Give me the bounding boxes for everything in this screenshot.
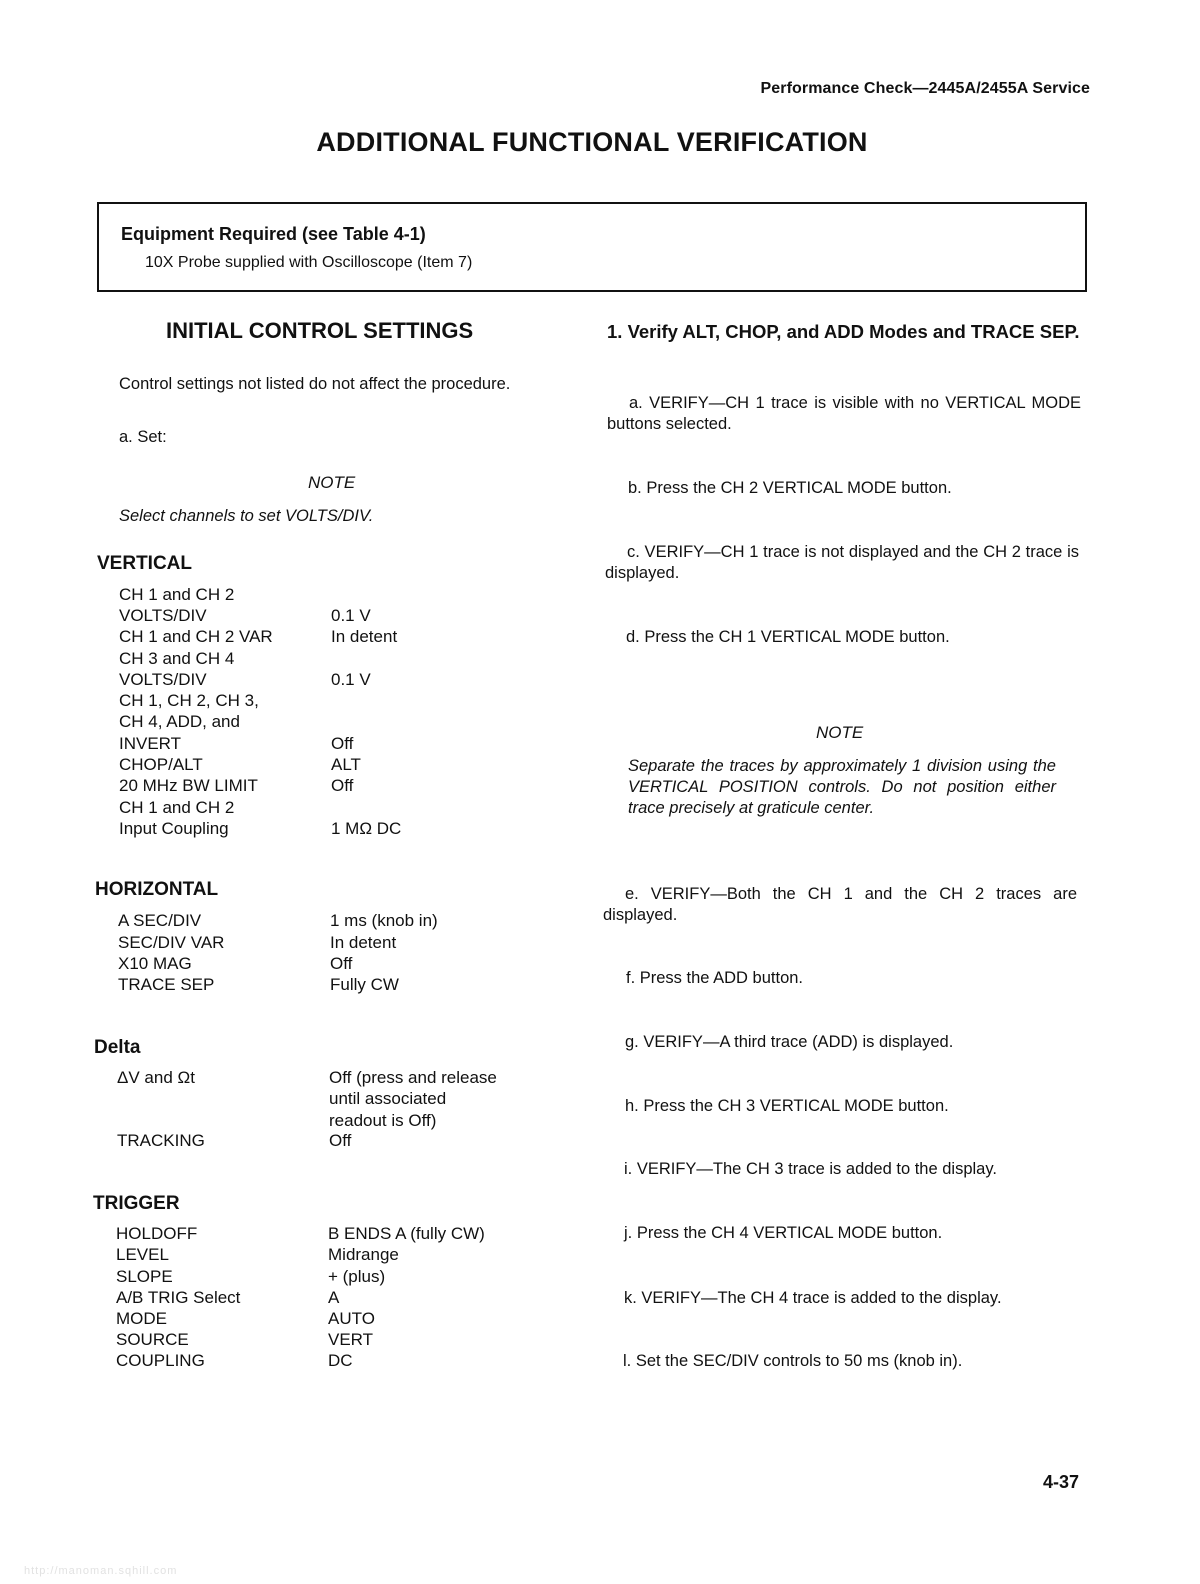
setting-label: CH 1 and CH 2 VOLTS/DIV bbox=[119, 585, 235, 626]
initial-settings-title: INITIAL CONTROL SETTINGS bbox=[166, 318, 474, 343]
delta-heading: Delta bbox=[94, 1037, 141, 1058]
setting-value: Fully CW bbox=[330, 975, 399, 994]
procedure-step: d. Press the CH 1 VERTICAL MODE button. bbox=[626, 628, 950, 646]
setting-value: B ENDS A (fully CW) bbox=[328, 1224, 485, 1243]
setting-label: 20 MHz BW LIMIT bbox=[119, 776, 258, 795]
procedure-note-text: Separate the traces by approximately 1 division using the VERTICAL POSITION controls. Do not position either trace precisely at graticule center. bbox=[628, 757, 1056, 817]
watermark: http://manoman.sqhill.com bbox=[24, 1565, 178, 1577]
setting-label: A/B TRIG Select bbox=[116, 1288, 241, 1307]
setting-value: VERT bbox=[328, 1330, 374, 1349]
procedure-heading: 1. Verify ALT, CHOP, and ADD Modes and TRACE SEP. bbox=[607, 321, 1080, 342]
procedure-step: h. Press the CH 3 VERTICAL MODE button. bbox=[625, 1097, 949, 1115]
setting-label: SOURCE bbox=[116, 1330, 189, 1349]
setting-label: HOLDOFF bbox=[116, 1224, 198, 1243]
initial-intro: Control settings not listed do not affect the procedure. bbox=[119, 375, 511, 393]
procedure-step: k. VERIFY—The CH 4 trace is added to the display. bbox=[624, 1289, 1002, 1307]
setting-label: X10 MAG bbox=[118, 954, 192, 973]
setting-label: SLOPE bbox=[116, 1267, 173, 1286]
setting-value: Midrange bbox=[328, 1245, 399, 1264]
setting-label: LEVEL bbox=[116, 1245, 169, 1264]
setting-value: A bbox=[328, 1288, 340, 1307]
setting-value: 1 MΩ DC bbox=[331, 819, 402, 839]
setting-value: Off bbox=[329, 1131, 352, 1150]
horizontal-heading: HORIZONTAL bbox=[95, 879, 219, 900]
setting-label: CH 1 and CH 2 Input Coupling bbox=[119, 798, 235, 839]
setting-label: CH 1 and CH 2 VAR bbox=[119, 627, 273, 646]
procedure-step: a. VERIFY—CH 1 trace is visible with no VERTICAL MODE buttons selected. bbox=[607, 394, 1081, 433]
setting-value: Off bbox=[331, 776, 354, 795]
procedure-step: i. VERIFY—The CH 3 trace is added to the display. bbox=[624, 1160, 997, 1178]
setting-value: Off bbox=[330, 954, 353, 973]
vertical-heading: VERTICAL bbox=[97, 553, 192, 574]
procedure-step: c. VERIFY—CH 1 trace is not displayed and the CH 2 trace is displayed. bbox=[605, 543, 1079, 582]
setting-value: 0.1 V bbox=[331, 606, 371, 626]
setting-value: AUTO bbox=[328, 1309, 375, 1328]
setting-label: CH 1, CH 2, CH 3, CH 4, ADD, and INVERT bbox=[119, 691, 259, 753]
initial-note-label: NOTE bbox=[308, 473, 356, 492]
procedure-step: j. Press the CH 4 VERTICAL MODE button. bbox=[624, 1224, 943, 1242]
procedure-step: g. VERIFY—A third trace (ADD) is displayed. bbox=[625, 1033, 954, 1051]
procedure-note-label: NOTE bbox=[816, 723, 864, 742]
setting-value: In detent bbox=[330, 933, 397, 952]
equipment-heading: Equipment Required (see Table 4-1) bbox=[121, 224, 426, 244]
initial-note-text: Select channels to set VOLTS/DIV. bbox=[119, 507, 374, 525]
setting-value: ALT bbox=[331, 755, 361, 774]
setting-value: 1 ms (knob in) bbox=[330, 911, 438, 930]
setting-value: In detent bbox=[331, 627, 398, 646]
setting-label: TRACE SEP bbox=[118, 975, 215, 994]
setting-label: ΔV and Ωt bbox=[117, 1068, 195, 1087]
equipment-required-box bbox=[97, 202, 1087, 292]
setting-label: A SEC/DIV bbox=[118, 911, 202, 930]
setting-label: SEC/DIV VAR bbox=[118, 933, 225, 952]
page-number: 4-37 bbox=[1043, 1472, 1080, 1492]
setting-value: Off bbox=[331, 733, 354, 753]
setting-value: Off (press and release until associated readout is Off) bbox=[329, 1068, 497, 1130]
procedure-step: b. Press the CH 2 VERTICAL MODE button. bbox=[628, 479, 952, 497]
setting-label: CH 3 and CH 4 VOLTS/DIV bbox=[119, 649, 235, 690]
setting-value: + (plus) bbox=[328, 1267, 386, 1286]
setting-label: MODE bbox=[116, 1309, 167, 1328]
equipment-item: 10X Probe supplied with Oscilloscope (Item 7) bbox=[145, 254, 473, 271]
setting-value: 0.1 V bbox=[331, 670, 371, 690]
procedure-step: e. VERIFY—Both the CH 1 and the CH 2 traces are displayed. bbox=[603, 885, 1077, 924]
setting-value: DC bbox=[328, 1351, 353, 1370]
procedure-step: f. Press the ADD button. bbox=[626, 969, 804, 987]
running-head: Performance Check—2445A/2455A Service bbox=[760, 80, 1090, 97]
setting-label: TRACKING bbox=[117, 1131, 205, 1150]
initial-step-a: a. Set: bbox=[119, 428, 167, 446]
page-title: ADDITIONAL FUNCTIONAL VERIFICATION bbox=[316, 127, 868, 157]
trigger-heading: TRIGGER bbox=[93, 1193, 180, 1214]
setting-label: CHOP/ALT bbox=[119, 755, 203, 774]
setting-label: COUPLING bbox=[116, 1351, 205, 1370]
procedure-step: l. Set the SEC/DIV controls to 50 ms (knob in). bbox=[623, 1352, 963, 1370]
